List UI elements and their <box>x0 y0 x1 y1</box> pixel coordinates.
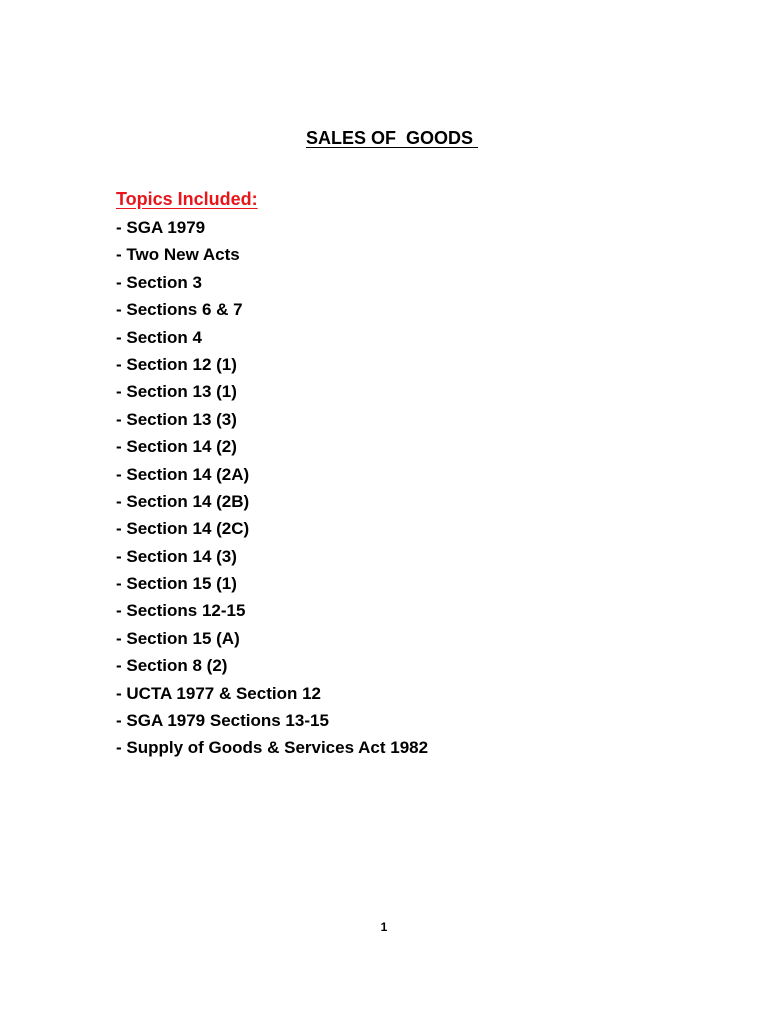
topic-item: - Section 14 (2C) <box>116 519 250 539</box>
topic-item: - SGA 1979 Sections 13-15 <box>116 711 329 731</box>
topic-item: - Sections 6 & 7 <box>116 300 243 320</box>
topic-item: - Section 14 (3) <box>116 546 237 566</box>
document-title: SALES OF GOODS <box>305 128 479 148</box>
topic-item: - Section 15 (1) <box>116 574 237 594</box>
topic-item: - Section 14 (2) <box>116 437 237 457</box>
topics-list <box>116 214 428 762</box>
topic-item: - Supply of Goods & Services Act 1982 <box>116 738 429 758</box>
topic-item: - Section 14 (2B) <box>116 491 250 511</box>
topic-item: - Section 12 (1) <box>116 354 237 374</box>
topic-item: - Section 8 (2) <box>116 656 228 676</box>
topic-item: - Section 3 <box>116 272 202 292</box>
topic-item: - Section 13 (1) <box>116 382 237 402</box>
topic-item: - Sections 12-15 <box>116 601 246 621</box>
topics-heading: Topics Included: <box>116 189 258 209</box>
topic-item: - Section 15 (A) <box>116 628 240 648</box>
topic-item: - SGA 1979 <box>116 218 206 237</box>
page-number: 1 <box>380 920 388 934</box>
topic-item: - Section 13 (3) <box>116 409 237 429</box>
topic-item: - Section 14 (2A) <box>116 464 250 484</box>
topic-item: - Section 4 <box>116 327 202 347</box>
topic-item: - Two New Acts <box>116 245 240 265</box>
topic-item: - UCTA 1977 & Section 12 <box>116 683 322 703</box>
